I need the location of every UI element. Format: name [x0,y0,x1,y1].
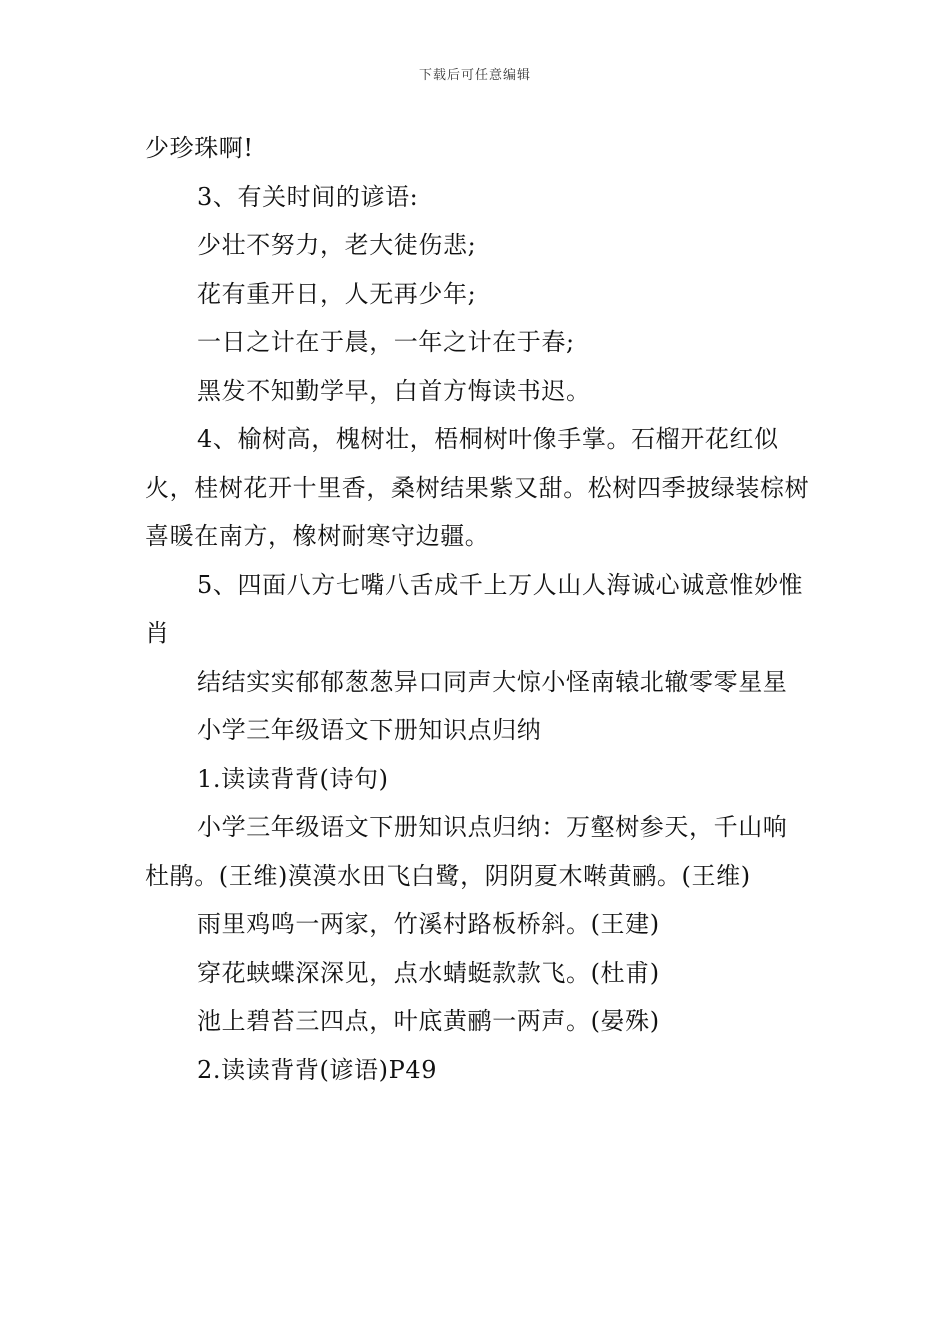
paragraph: 少珍珠啊! [145,134,254,162]
paragraph: 结结实实郁郁葱葱异口同声大惊小怪南辕北辙零零星星 [197,667,788,696]
paragraph: 少壮不努力，老大徒伤悲; [197,231,477,259]
paragraph: 3、有关时间的谚语: [197,182,419,211]
paragraph: 小学三年级语文下册知识点归纳 [197,716,542,744]
paragraph: 雨里鸡鸣一两家，竹溪村路板桥斜。(王建) [197,910,660,938]
document-body [145,124,810,1094]
paragraph: 一日之计在于晨，一年之计在于春; [197,328,575,356]
paragraph: 4、榆树高，槐树壮，梧桐树叶像手掌。石榴开花红似火，桂树花开十里香，桑树结果紫又甜。松树四季披绿装棕树喜暖在南方，橡树耐寒守边疆。 [145,425,810,550]
paragraph: 黑发不知勤学早，白首方悔读书迟。 [197,376,591,405]
paragraph: 1.读读背背(诗句) [197,764,389,793]
paragraph: 小学三年级语文下册知识点归纳：万壑树参天，千山响杜鹃。(王维)漠漠水田飞白鹭，阴阴夏木啭黄鹂。(王维) [145,813,788,890]
paragraph: 2.读读背背(谚语)P49 [197,1055,438,1084]
paragraph: 池上碧苔三四点，叶底黄鹂一两声。(晏殊) [197,1007,660,1035]
page-header-note: 下载后可任意编辑 [418,68,531,83]
paragraph: 花有重开日，人无再少年; [197,279,477,308]
paragraph: 5、四面八方七嘴八舌成千上万人山人海诚心诚意惟妙惟肖 [145,570,804,647]
paragraph: 穿花蛱蝶深深见，点水蜻蜓款款飞。(杜甫) [197,958,660,987]
